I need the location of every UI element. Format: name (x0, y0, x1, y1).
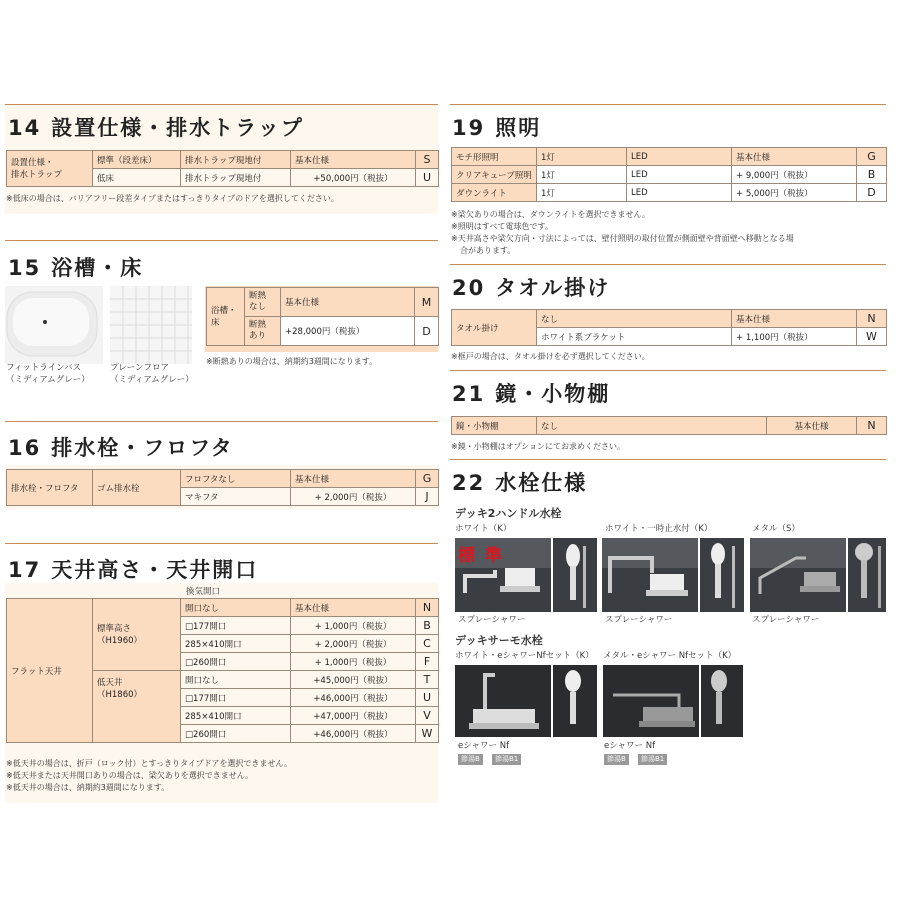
cell: 285×410開口 (181, 635, 291, 653)
section-14-title: 14 設置仕様・排水トラップ (8, 116, 304, 140)
spray-shower-caption: スプレーシャワー (605, 615, 673, 625)
price-cell: + 1,000円（税抜） (291, 617, 416, 635)
floor-caption: プレーンフロア (110, 363, 169, 373)
cell: 基本仕様 (281, 288, 415, 317)
cell: 1灯 (537, 148, 627, 166)
towel-label: タオル掛け (452, 310, 537, 346)
code-cell: G (416, 470, 439, 488)
water-saving-badge: 節湯B1 (638, 754, 667, 765)
cell: 1灯 (537, 184, 627, 202)
code-cell: V (416, 707, 439, 725)
code-cell: F (416, 653, 439, 671)
code-cell: W (857, 328, 887, 346)
code-cell: W (416, 725, 439, 743)
section-17-note: ※低天井の場合は、納期約3週間になります。 (6, 783, 170, 792)
drain-type: ゴム排水栓 (93, 470, 181, 506)
cell: 基本仕様 (767, 417, 857, 435)
section-16-rule (5, 421, 438, 422)
section-19-note: ※照明はすべて電球色です。 (451, 222, 553, 231)
cell: モチ形照明 (452, 148, 537, 166)
cell: クリアキューブ照明 (452, 166, 537, 184)
code-cell: C (416, 635, 439, 653)
cell: 基本仕様 (291, 599, 416, 617)
price-cell: + 2,000円（税抜） (291, 635, 416, 653)
cell: 排水トラップ現地付 (181, 151, 291, 169)
water-saving-badge: 節湯B1 (492, 754, 521, 765)
section-22-title: 22 水栓仕様 (452, 471, 588, 495)
cell: ダウンライト (452, 184, 537, 202)
price-cell: +28,000円（税抜） (281, 317, 415, 346)
price-cell: + 2,000円（税抜） (291, 488, 416, 506)
variant-label: メタル（S） (752, 524, 800, 534)
section-20-note: ※框戸の場合は、タオル掛けを必ず選択してください。 (451, 352, 650, 361)
spray-shower-caption: スプレーシャワー (752, 615, 820, 625)
section-17-note: ※低天井の場合は、折戸（ロック付）とすっきりタイプドアを選択できません。 (6, 759, 292, 768)
drain-table (6, 469, 439, 506)
low-ceiling-label: 低天井 （H1860） (93, 671, 181, 743)
section-19-note: ※梁欠ありの場合は、ダウンライトを選択できません。 (451, 210, 650, 219)
section-19-note: 合があります。 (460, 246, 516, 255)
vent-header: 換気開口 (186, 587, 221, 597)
shower-head-photo (553, 538, 597, 612)
cell: なし (537, 417, 767, 435)
code-cell: G (857, 148, 887, 166)
cell: 低床 (93, 169, 181, 187)
variant-label: ホワイト・一時止水付（K） (605, 524, 713, 534)
cell: 基本仕様 (732, 310, 857, 328)
section-14-rule (5, 104, 438, 105)
cell: LED (627, 166, 732, 184)
code-cell: B (416, 617, 439, 635)
mirror-table (451, 416, 887, 435)
section-20-title: 20 タオル掛け (452, 276, 611, 300)
cell: なし (537, 310, 732, 328)
thermo-faucet-white-photo (455, 665, 551, 737)
variant-label: ホワイト・eシャワーNfセット（K） (455, 651, 594, 661)
code-cell: M (415, 288, 439, 317)
standard-label: 標 準 (458, 546, 504, 566)
cell: LED (627, 184, 732, 202)
cell: □260開口 (181, 725, 291, 743)
variant-label: ホワイト（K） (455, 524, 512, 534)
section-15-note: ※断熱ありの場合は、納期約3週間になります。 (206, 357, 378, 366)
price-cell: +46,000円（税抜） (291, 689, 416, 707)
cell: 断熱 なし (245, 288, 281, 317)
cell: ホワイト系ブラケット (537, 328, 732, 346)
code-cell: N (857, 310, 887, 328)
cell: 鏡・小物棚 (452, 417, 537, 435)
water-saving-badge: 節湯B (604, 754, 629, 765)
price-cell: +47,000円（税抜） (291, 707, 416, 725)
bathtub-caption: フィットラインバス (6, 363, 81, 373)
cell: □260開口 (181, 653, 291, 671)
cell: 開口なし (181, 671, 291, 689)
price-cell: +46,000円（税抜） (291, 725, 416, 743)
section-15-title: 15 浴槽・床 (8, 256, 144, 280)
section-19-title: 19 照明 (452, 116, 542, 140)
code-cell: N (857, 417, 887, 435)
standard-height-label: 標準高さ （H1960） (93, 599, 181, 671)
deck-thermo-heading: デッキサーモ水栓 (455, 634, 543, 647)
cell: 基本仕様 (291, 470, 416, 488)
faucet-metal-photo (750, 538, 846, 612)
code-cell: J (416, 488, 439, 506)
ceiling-table (6, 598, 439, 743)
code-cell: U (416, 169, 439, 187)
towel-table (451, 309, 887, 346)
section-21-title: 21 鏡・小物棚 (452, 382, 611, 406)
section-21-rule (450, 370, 886, 371)
section-16-title: 16 排水栓・フロフタ (8, 436, 234, 460)
section-17-note: ※低天井または天井開口ありの場合は、梁欠ありを選択できません。 (6, 771, 254, 780)
code-cell: T (416, 671, 439, 689)
cell: 基本仕様 (732, 148, 857, 166)
code-cell: N (416, 599, 439, 617)
deck-2handle-heading: デッキ2ハンドル水栓 (455, 507, 562, 520)
code-cell: D (415, 317, 439, 346)
flat-ceiling-label: フラット天井 (7, 599, 93, 743)
code-cell: B (857, 166, 887, 184)
cell: 1灯 (537, 166, 627, 184)
bathtub-caption-color: （ミディアムグレー） (6, 375, 90, 385)
section-15-rule (5, 240, 438, 241)
price-cell: + 9,000円（税抜） (732, 166, 857, 184)
section-20-rule (450, 264, 886, 265)
section-17-rule (5, 543, 438, 544)
section-22-rule (450, 459, 886, 460)
eshower-caption: eシャワー Nf (604, 741, 656, 751)
shower-head-photo (700, 538, 744, 612)
cell: LED (627, 148, 732, 166)
price-cell: + 5,000円（税抜） (732, 184, 857, 202)
price-cell: +45,000円（税抜） (291, 671, 416, 689)
install-label: 設置仕様・ 排水トラップ (7, 151, 93, 187)
cell: 断熱 あり (245, 317, 281, 346)
price-cell: + 1,000円（税抜） (291, 653, 416, 671)
spray-shower-caption: スプレーシャワー (458, 615, 526, 625)
cell: マキフタ (181, 488, 291, 506)
code-cell: D (857, 184, 887, 202)
bathtub-photo (5, 286, 103, 364)
cell: □177開口 (181, 689, 291, 707)
section-14-note: ※低床の場合は、バリアフリー段差タイプまたはすっきりタイプのドアを選択してください。 (6, 194, 339, 203)
eshower-caption: eシャワー Nf (458, 741, 510, 751)
water-saving-badge: 節湯B (458, 754, 483, 765)
price-cell: +50,000円（税抜） (291, 169, 416, 187)
faucet-white-stop-photo (602, 538, 698, 612)
cell: 開口なし (181, 599, 291, 617)
floor-caption-color: （ミディアムグレー） (110, 375, 194, 385)
thermo-faucet-metal-photo (603, 665, 699, 737)
eshower-head-photo (553, 665, 597, 737)
tub-floor-table (206, 287, 439, 346)
shower-head-photo (848, 538, 886, 612)
section-19-note: ※天井高さや梁欠方向・寸法によっては、壁付照明の取付位置が側面壁や背面壁へ移動となる場 (451, 234, 794, 243)
lighting-table (451, 147, 887, 202)
eshower-head-photo (701, 665, 743, 737)
code-cell: S (416, 151, 439, 169)
cell: 排水トラップ現地付 (181, 169, 291, 187)
cell: フロフタなし (181, 470, 291, 488)
section-21-note: ※鏡・小物棚はオプションにてお求めください。 (451, 442, 625, 451)
tub-label: 浴槽・ 床 (207, 288, 245, 346)
cell: 標準（段差床） (93, 151, 181, 169)
cell: 基本仕様 (291, 151, 416, 169)
install-spec-table (6, 150, 439, 187)
cell: □177開口 (181, 617, 291, 635)
code-cell: U (416, 689, 439, 707)
drain-label: 排水栓・フロフタ (7, 470, 93, 506)
price-cell: + 1,100円（税抜） (732, 328, 857, 346)
cell: 285×410開口 (181, 707, 291, 725)
variant-label: メタル・eシャワー Nfセット（K） (603, 651, 737, 661)
floor-tile-photo (110, 286, 192, 364)
section-17-title: 17 天井高さ・天井開口 (8, 558, 259, 582)
section-19-rule (450, 104, 886, 105)
